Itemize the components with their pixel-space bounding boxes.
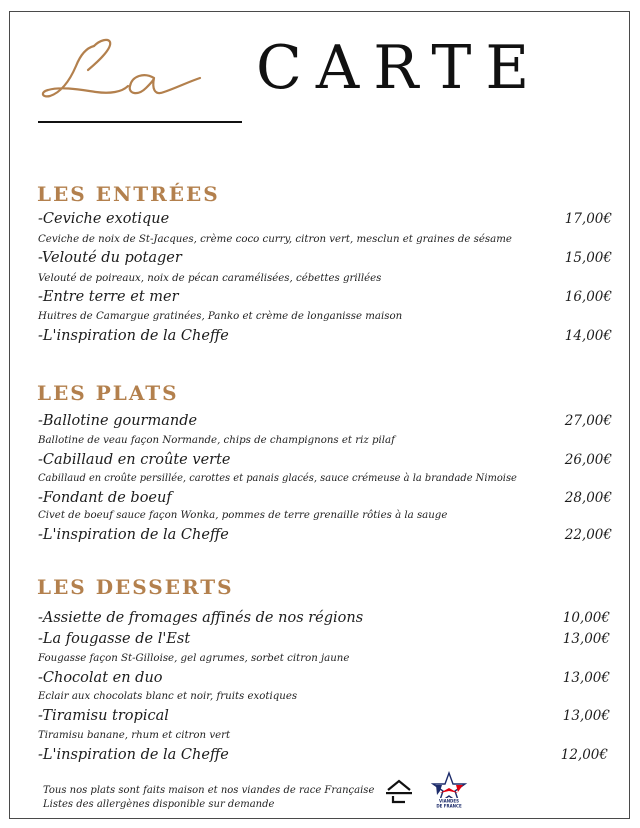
la-script-logo <box>36 30 206 110</box>
badge-text-line1: VIANDES <box>439 798 459 804</box>
dish-price: 14,00€ <box>564 328 612 344</box>
dish-description: Ballotine de veau façon Normande, chips de champignons et riz pilaf <box>38 435 395 446</box>
dish-price: 13,00€ <box>562 708 610 724</box>
dish-name: -Fondant de boeuf <box>38 490 172 506</box>
dish-description: Fougasse façon St-Gilloise, gel agrumes, sorbet citron jaune <box>38 653 350 664</box>
section-title-entrees: LES ENTRÉES <box>37 182 220 206</box>
dish-name: -L'inspiration de la Cheffe <box>38 527 229 543</box>
logo-underline <box>38 121 242 123</box>
section-title-plats: LES PLATS <box>37 381 179 405</box>
dish-name: -L'inspiration de la Cheffe <box>38 328 229 344</box>
dish-description: Eclair aux chocolats blanc et noir, fruits exotiques <box>38 691 298 702</box>
footer-note-homemade: Tous nos plats sont faits maison et nos viandes de race Française <box>43 785 375 796</box>
dish-price: 10,00€ <box>562 610 610 626</box>
dish-price: 17,00€ <box>564 211 612 227</box>
dish-description: Huitres de Camargue gratinées, Panko et crème de longanisse maison <box>38 311 403 322</box>
dish-price: 13,00€ <box>562 631 610 647</box>
dish-price: 12,00€ <box>560 747 608 763</box>
dish-name: -Entre terre et mer <box>38 289 179 305</box>
house-icon <box>384 778 414 804</box>
dish-price: 16,00€ <box>564 289 612 305</box>
dish-description: Velouté de poireaux, noix de pécan caramélisées, cébettes grillées <box>38 273 382 284</box>
dish-description: Civet de boeuf sauce façon Wonka, pommes de terre grenaille rôties à la sauge <box>38 510 448 521</box>
footer-note-allergens: Listes des allergènes disponible sur demande <box>43 799 275 810</box>
dish-name: -Ceviche exotique <box>38 211 170 227</box>
dish-name: -Cabillaud en croûte verte <box>38 452 231 468</box>
viandes-de-france-badge <box>428 771 470 811</box>
dish-description: Cabillaud en croûte persillée, carottes et panais glacés, sauce crémeuse à la brandade Nimoise <box>38 473 517 484</box>
dish-name: -Chocolat en duo <box>38 670 163 686</box>
dish-price: 26,00€ <box>564 452 612 468</box>
dish-name: -Velouté du potager <box>38 250 182 266</box>
dish-description: Tiramisu banane, rhum et citron vert <box>38 730 231 741</box>
dish-price: 27,00€ <box>564 413 612 429</box>
dish-price: 13,00€ <box>562 670 610 686</box>
badge-text-line2: DE FRANCE <box>436 803 462 809</box>
section-title-desserts: LES DESSERTS <box>37 575 234 599</box>
dish-name: -La fougasse de l'Est <box>38 631 191 647</box>
dish-name: -L'inspiration de la Cheffe <box>38 747 229 763</box>
dish-name: -Ballotine gourmande <box>38 413 198 429</box>
dish-price: 22,00€ <box>564 527 612 543</box>
dish-name: -Tiramisu tropical <box>38 708 169 724</box>
dish-description: Ceviche de noix de St-Jacques, crème coco curry, citron vert, mesclun et graines de sésame <box>38 234 512 245</box>
dish-name: -Assiette de fromages affinés de nos régions <box>38 610 364 626</box>
page-title: CARTE <box>256 33 544 103</box>
dish-price: 15,00€ <box>564 250 612 266</box>
dish-price: 28,00€ <box>564 490 612 506</box>
